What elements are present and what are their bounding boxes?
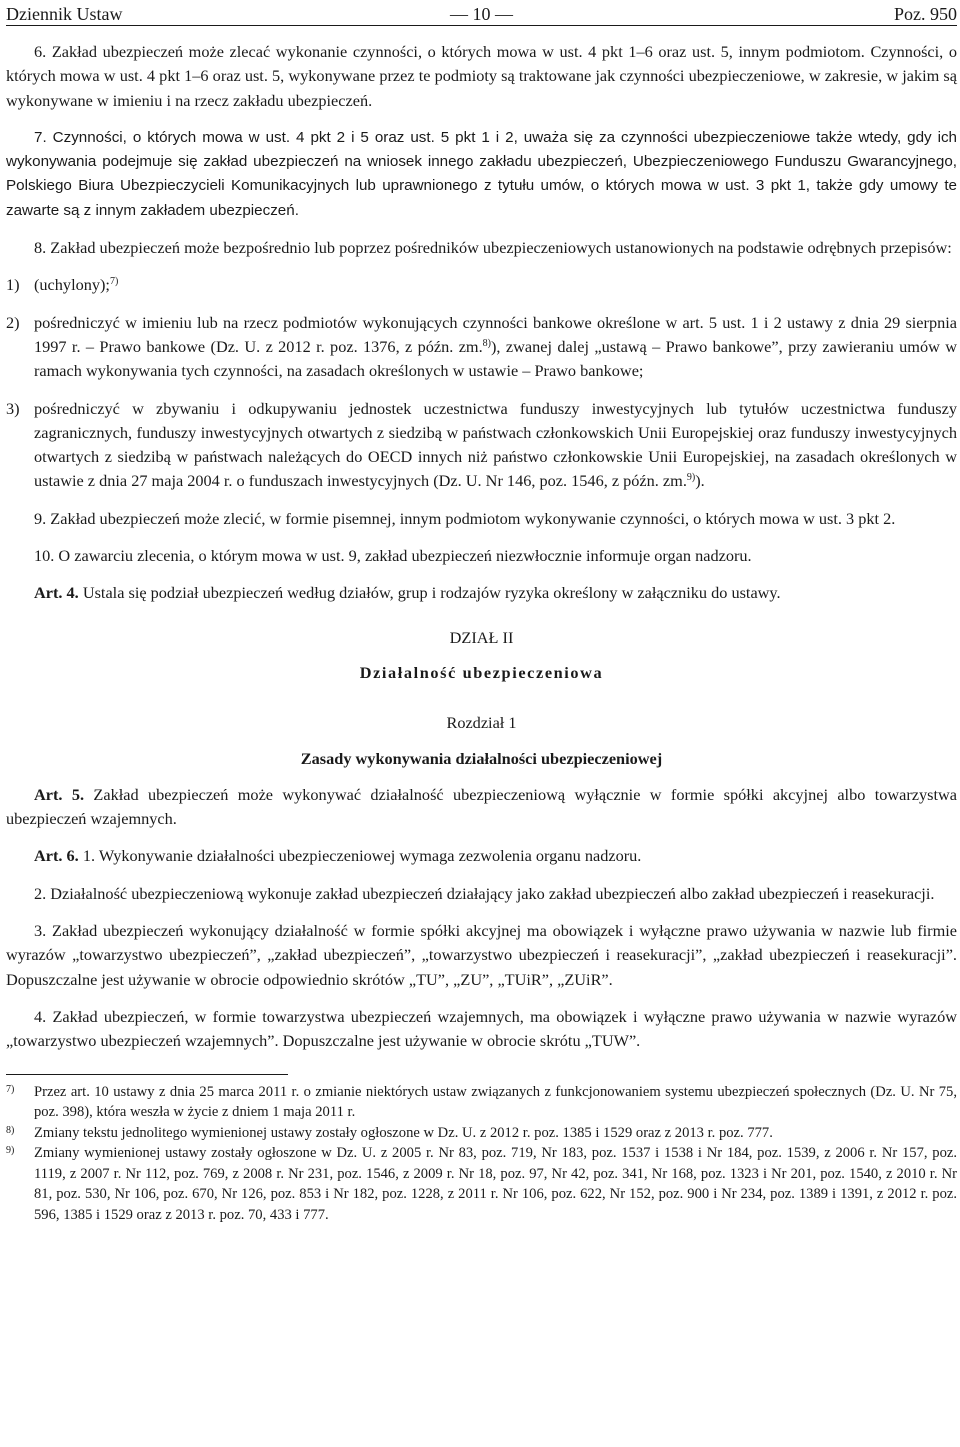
list-item-text: pośredniczyć w imieniu lub na rzecz podmiotów wykonujących czynności bankowe określone w art. 5 ust. 1 i 2 ustawy z dnia 29 sierpnia 1997 r. – Prawo bankowe (Dz. U. z 2012 r. poz. 1376, z późn. zm. (34, 312, 957, 356)
page-header (6, 0, 957, 30)
footnote-7 (6, 1082, 957, 1123)
list-item-2 (6, 311, 957, 384)
article-6-section-1 (6, 844, 957, 868)
paragraph-9: 9. Zakład ubezpieczeń może zlecić, w formie pisemnej, innym podmiotom wykonywanie czynności, o których mowa w ust. 3 pkt 2. (34, 508, 896, 528)
list-item-text-cont: ), zwanej dalej „ustawą – Prawo bankowe”, przy zawieraniu umów w ramach wykonywania tych czynności, na zasadach określonych w ustawie – Prawo bankowe; (34, 336, 957, 381)
article-6-section-3: 3. Zakład ubezpieczeń wykonujący działalność w formie spółki akcyjnej ma obowiązek i wyłączne prawo używania w nazwie lub firmie wyrazów „towarzystwo ubezpieczeń”, „zakład ubezpieczeń”, „towarzystwo ubezpieczeń i reasekuracji”, „zakład ubezpieczeń i reasekuracji”. Dopuszczalne jest używanie w obrocie odpowiednio skrótów „TU”, „ZU”, „TUiR”, „ZUiR”. (6, 921, 957, 989)
footnote-number: 9) (6, 1145, 15, 1156)
footnote-ref: 7) (109, 276, 119, 288)
position-number: Poz. 950 (894, 4, 957, 24)
footnote-text: Przez art. 10 ustawy z dnia 25 marca 2011 r. o zmianie niektórych ustaw związanych z funkcjonowaniem systemu ubezpieczeń społecznych (Dz. U. Nr 75, poz. 398), która weszła w życie z dniem 1 maja 2011 r. (34, 1083, 957, 1120)
list-item-text: (uchylony); (34, 275, 110, 295)
footnote-separator (6, 1074, 288, 1075)
article-text: Zakład ubezpieczeń może wykonywać działalność ubezpieczeniową wyłącznie w formie spółki akcyjnej albo towarzystwa ubezpieczeń wzajemnych. (6, 784, 957, 829)
list-item-number: 1) (6, 275, 20, 295)
footnote-ref: 9) (686, 472, 696, 484)
division-title: Działalność ubezpieczeniowa (359, 662, 604, 682)
article-label: Art. 5. (34, 784, 85, 804)
list-item-text: pośredniczyć w zbywaniu i odkupywaniu jednostek uczestnictwa funduszy inwestycyjnych lub tytułów uczestnictwa funduszy zagranicznych, funduszy inwestycyjnych otwartych z siedzibą w państwach członkowskich Unii Europejskiej oraz funduszy inwestycyjnych otwartych z siedzibą w państwach należących do OECD innych niż państwo członkowskie Unii Europejskiej, na zasadach określonych w ustawie z dnia 27 maja 2004 r. o funduszach inwestycyjnych (Dz. U. Nr 146, poz. 1546, z późn. zm. (34, 398, 957, 491)
article-6-section-4: 4. Zakład ubezpieczeń, w formie towarzystwa ubezpieczeń wzajemnych, ma obowiązek i wyłączne prawo używania w nazwie wyrazów „towarzystwo ubezpieczeń wzajemnych”. Dopuszczalne jest używanie w obrocie skrótu „TUW”. (6, 1006, 957, 1051)
paragraph-8: 8. Zakład ubezpieczeń może bezpośrednio lub poprzez pośredników ubezpieczeniowych ustanowionych na podstawie odrębnych przepisów: (34, 238, 952, 258)
footnote-text: Zmiany wymienionej ustawy zostały ogłoszone w Dz. U. z 2005 r. Nr 83, poz. 719, Nr 183, poz. 1537 i 1538 i Nr 184, poz. 1539, z 2006 r. Nr 157, poz. 1119, z 2007 r. Nr 112, poz. 769, z 2008 r. Nr 231, poz. 1546, z 2009 r. Nr 18, poz. 97, Nr 42, poz. 341, Nr 168, poz. 1323 i Nr 201, poz. 1540, z 2010 r. Nr 81, poz. 530, Nr 106, poz. 670, Nr 126, poz. 853 i Nr 182, poz. 1228, z 2011 r. Nr 106, poz. 622, Nr 152, poz. 900 i Nr 234, poz. 1389 i 1391, z 2012 r. poz. 596, 1385 i 1529 oraz z 2013 r. poz. 70, 433 i 777. (34, 1145, 957, 1223)
list-item-number: 2) (6, 312, 20, 332)
article-5 (6, 783, 957, 832)
paragraph-6: 6. Zakład ubezpieczeń może zlecać wykonanie czynności, o których mowa w ust. 4 pkt 1–6 oraz ust. 5, innym podmiotom. Czynności, o których mowa w ust. 4 pkt 1–6 oraz ust. 5, wykonywane przez te podmioty są traktowane jak czynności ubezpieczeniowe, w zakresie, w jakim są wykonywane w imieniu i na rzecz zakładu ubezpieczeń. (6, 42, 957, 110)
list-item-text-cont: ). (695, 471, 705, 491)
list-item-number: 3) (6, 398, 20, 418)
article-label: Art. 4. (34, 583, 79, 603)
article-4 (6, 581, 957, 605)
article-text: Ustala się podział ubezpieczeń według działów, grup i rodzajów ryzyka określony w załączniku do ustawy. (78, 583, 781, 603)
footnote-text: Zmiany tekstu jednolitego wymienionej ustawy zostały ogłoszone w Dz. U. z 2012 r. poz. 1385 i 1529 oraz z 2013 r. poz. 777. (34, 1124, 773, 1141)
article-label: Art. 6. (34, 846, 79, 866)
chapter-heading: Rozdział 1 (446, 713, 517, 733)
paragraph-7: 7. Czynności, o których mowa w ust. 4 pkt 2 i 5 oraz ust. 5 pkt 1 i 2, uważa się za czynności ubezpieczeniowe także wtedy, gdy ich wykonywania podejmuje się zakład ubezpieczeń na wniosek innego zakładu ubezpieczeń, Ubezpieczeniowego Funduszu Gwarancyjnego, Polskiego Biura Ubezpieczycieli Komunikacyjnych lub uprawnionego z tytułu umów, o których mowa w ust. 3 pkt 1, także gdy umowy te zawarte są z innym zakładem ubezpieczeń. (6, 128, 957, 219)
list-item-1 (6, 273, 957, 297)
footnote-number: 8) (6, 1124, 15, 1136)
footnote-number: 7) (6, 1083, 15, 1095)
header-rule (6, 25, 957, 26)
paragraph-10: 10. O zawarciu zlecenia, o którym mowa w ust. 9, zakład ubezpieczeń niezwłocznie informuje organ nadzoru. (34, 546, 752, 566)
footnote-ref: 8) (482, 337, 491, 349)
article-6-section-2: 2. Działalność ubezpieczeniową wykonuje zakład ubezpieczeń działający jako zakład ubezpieczeń albo zakład ubezpieczeń i reasekuracji. (34, 883, 935, 903)
journal-name: Dziennik Ustaw (6, 4, 123, 24)
page-number: — 10 — (450, 4, 513, 24)
list-item-3 (6, 397, 957, 494)
document-page (6, 0, 957, 1225)
footnote-9 (6, 1143, 957, 1225)
division-heading: DZIAŁ II (449, 627, 514, 647)
footnote-8 (6, 1123, 957, 1144)
chapter-title: Zasady wykonywania działalności ubezpieczeniowej (300, 748, 663, 768)
article-text: 1. Wykonywanie działalności ubezpieczeniowej wymaga zezwolenia organu nadzoru. (78, 846, 642, 866)
